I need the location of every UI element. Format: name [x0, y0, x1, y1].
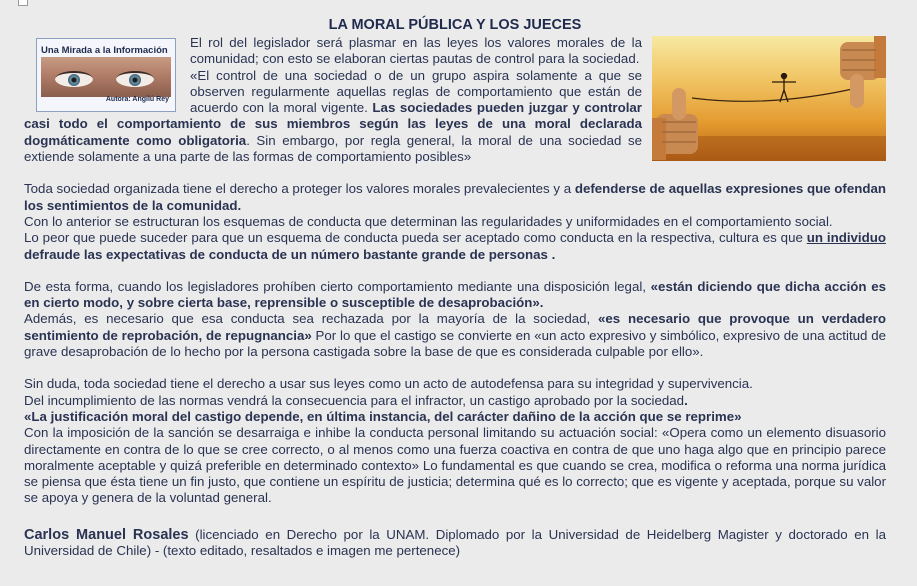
- text: . Sin embargo, por regla general, la moral de una sociedad se extiende solamente a una parte de las formas de comportamiento posibles»: [24, 132, 642, 165]
- text: «El control de una sociedad o de un grupo aspira solamente a que se observen regularmente aquellas reglas de comportamiento que están de acuerdo con la moral vigente.: [190, 67, 642, 116]
- text: Lo peor que puede suceder para que un esquema de conducta pueda ser aceptado como conducta en la respectiva, cultura es que: [24, 230, 807, 246]
- text: Con la imposición de la sanción se desarraiga e inhibe la conducta personal limitando su actuación social: «Opera como un elemento disuasorio directamente en contra de lo que se cree correcto, o al menos como una fuerza coactiva en contra de que uno haga algo que en principio parece moralmente aceptable y quizá preferible en determinado contexto» Lo fundamental es que cuando se crea, modifica o reforma una norma jurídica se piensa que ésta tiene un fin justo, que contiene un espíritu de justicia; determina qué es lo correcto; que es vigente y aceptada, porque su valor se apoya y genera de la voluntad general.: [24, 425, 886, 506]
- bold-text: «La justificación moral del castigo depende, en última instancia, del carácter dañino de la acción que se reprime»: [24, 408, 742, 424]
- badge-title: Una Mirada a la Información: [41, 45, 168, 56]
- text: De esta forma, cuando los legisladores prohíben cierto comportamiento mediante una disposición legal,: [24, 278, 651, 294]
- bold-text: defraude las expectativas de conducta de un número bastante grande de personas .: [24, 246, 556, 262]
- text: Toda sociedad organizada tiene el derecho a proteger los valores morales prevalecientes y a: [24, 181, 575, 197]
- author-credentials: (licenciado en Derecho por la UNAM. Diplomado por la Universidad de Heidelberg Magister y doctorado en la Universidad de Chile) - (texto editado, resaltados e imagen me pertenece): [24, 526, 886, 559]
- badge-author: Autora: Angilú Rey: [105, 95, 169, 103]
- paragraph-2: [24, 181, 886, 262]
- checkbox[interactable]: [18, 0, 28, 6]
- article-title: LA MORAL PÚBLICA Y LOS JUECES: [328, 17, 582, 33]
- text: Además, es necesario que esa conducta sea rechazada por la mayoría de la sociedad,: [24, 311, 599, 327]
- author-signature: [24, 527, 886, 560]
- bold-text: .: [684, 392, 688, 408]
- text: Con lo anterior se estructuran los esquemas de conducta que determinan las regularidades y uniformidades en el comportamiento social.: [24, 213, 833, 229]
- thumbs-tightrope-image: [652, 36, 886, 161]
- underlined-text: un individuo: [806, 230, 886, 246]
- column-badge-image: [36, 38, 176, 112]
- paragraph-4: [24, 376, 886, 506]
- bold-text: «están diciendo que dicha acción es en cierto modo, y sobre cierta base, reprensible o susceptible de desaprobación».: [24, 278, 886, 311]
- paragraph-3: [24, 279, 886, 360]
- text: Del incumplimiento de las normas vendrá la consecuencia para el infractor, un castigo aprobado por la sociedad: [24, 392, 685, 408]
- bold-text: «es necesario que provoque un verdadero sentimiento de reprobación, de repugnancia»: [24, 311, 886, 343]
- bold-text: defenderse de aquellas expresiones que ofendan los sentimientos de la comunidad.: [24, 181, 887, 213]
- author-name: Carlos Manuel Rosales: [24, 526, 189, 543]
- text: Sin duda, toda sociedad tiene el derecho a usar sus leyes como un acto de autodefensa para su integridad y supervivencia.: [24, 376, 753, 392]
- text: Por lo que el castigo se convierte en «un acto expresivo y simbólico, expresivo de una actitud de grave desaprobación de lo hecho por la persona castigada sobre la base de que es considerada culpable por ello».: [24, 327, 887, 360]
- bold-text: Las sociedades pueden juzgar y controlar casi todo el comportamiento de sus miembros según las leyes de una moral declarada dogmáticamente como obligatoria: [24, 100, 642, 148]
- article: [24, 16, 886, 560]
- text: El rol del legislador será plasmar en las leyes los valores morales de la comunidad; con esto se elaboran ciertas pautas de control para la sociedad.: [190, 35, 642, 67]
